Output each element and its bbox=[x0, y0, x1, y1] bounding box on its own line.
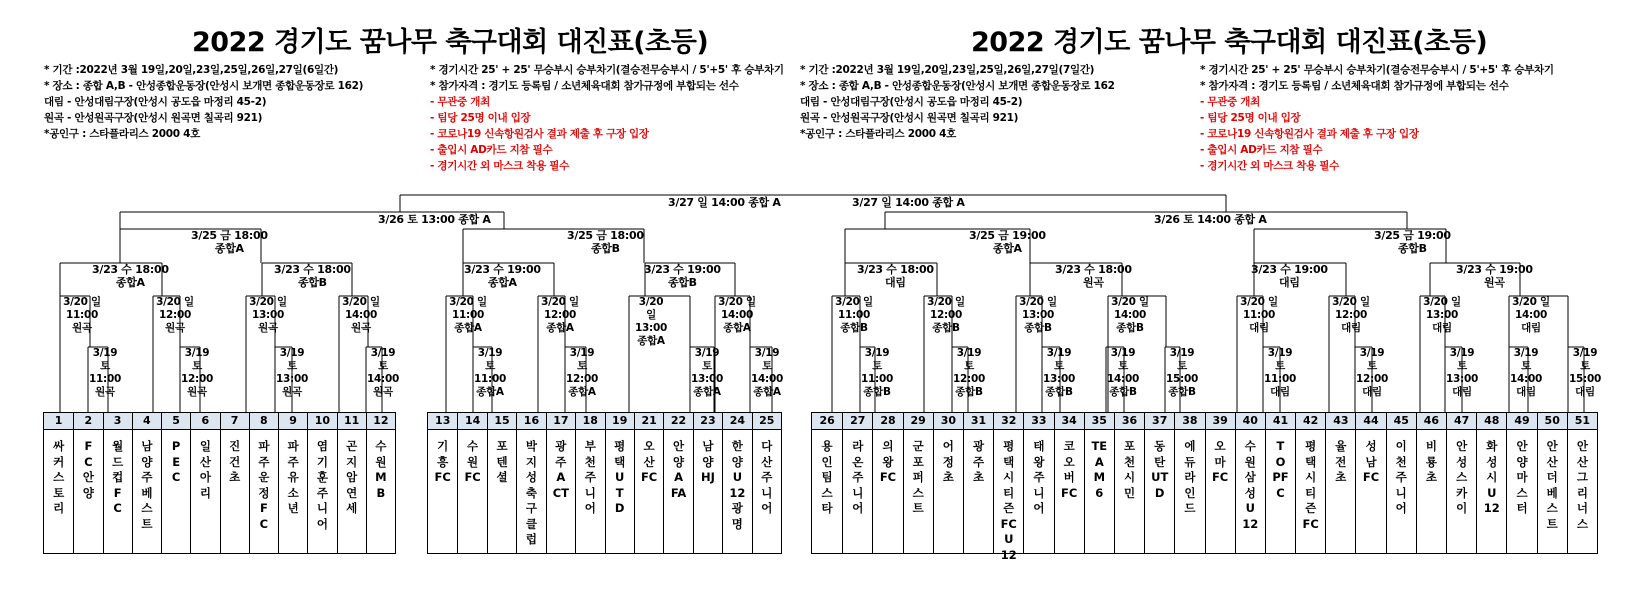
info-line: 대림 - 안성대림구장(안성시 공도읍 마정리 45-2) bbox=[44, 96, 267, 108]
team-cell bbox=[428, 413, 457, 553]
team-number: 1 bbox=[54, 414, 63, 427]
team-number: 36 bbox=[1121, 414, 1138, 427]
notice-line: - 팀당 25명 이내 입장 bbox=[1200, 112, 1301, 124]
team-number: 26 bbox=[819, 414, 835, 427]
team-cell bbox=[161, 413, 190, 553]
r64-match-label: 3/19 토 15:00 대림 bbox=[1569, 347, 1601, 398]
team-number: 44 bbox=[1363, 414, 1379, 427]
team-number: 22 bbox=[670, 414, 687, 427]
team-number: 2 bbox=[84, 414, 93, 427]
team-name: 남양주베스트 bbox=[141, 439, 153, 531]
team-cell bbox=[1235, 413, 1265, 553]
team-number: 19 bbox=[612, 414, 628, 427]
info-line: * 장소 : 종합 A,B - 안성종합운동장(안성시 보개면 종합운동장로 162 bbox=[800, 80, 1115, 92]
r32-match-label: 3/20 일 11:00 종합A bbox=[449, 296, 487, 334]
info-line: 원곡 - 안성원곡구장(안성시 원곡면 칠곡리 921) bbox=[800, 112, 1019, 124]
r64-match-label: 3/19 토 12:00 종합A bbox=[566, 347, 598, 398]
info-line: *공인구 : 스타플라리스 2000 4호 bbox=[800, 128, 956, 140]
team-name: 수원삼성U12 bbox=[1242, 439, 1259, 531]
r64-match-label: 3/19 토 13:00 종합B bbox=[1043, 347, 1075, 398]
notice-line: - 코로나19 신속항원검사 결과 제출 후 구장 입장 bbox=[430, 128, 649, 140]
team-name: 안산그리너스 bbox=[1576, 439, 1588, 531]
r16-label: 3/23 수 18:00 대림 bbox=[857, 263, 934, 289]
team-number: 29 bbox=[910, 414, 926, 427]
team-cell bbox=[575, 413, 604, 553]
team-cell bbox=[487, 413, 516, 553]
team-name: 평택UTD bbox=[614, 439, 626, 515]
r16-label: 3/23 수 19:00 종합B bbox=[644, 263, 721, 289]
team-number: 51 bbox=[1574, 414, 1591, 427]
team-name: 안양AFA bbox=[670, 439, 687, 500]
team-cell bbox=[693, 413, 722, 553]
team-number: 32 bbox=[1001, 414, 1017, 427]
team-name: 기흥FC bbox=[434, 439, 451, 484]
r32-match-label: 3/20 일 14:00 종합A bbox=[718, 296, 756, 334]
page-title-left: 2022 경기도 꿈나무 축구대회 대진표(초등) bbox=[192, 27, 709, 58]
notice-line: - 출입시 AD카드 지참 필수 bbox=[430, 144, 553, 156]
semi-label-right: 3/26 토 14:00 종합 A bbox=[1154, 213, 1267, 226]
team-number: 5 bbox=[172, 414, 180, 427]
team-name: 일산아리 bbox=[199, 439, 211, 500]
team-name: 어정초 bbox=[942, 439, 954, 484]
team-cell bbox=[1084, 413, 1114, 553]
semi-label-left: 3/26 토 13:00 종합 A bbox=[378, 213, 491, 226]
team-name: 성남FC bbox=[1362, 439, 1380, 484]
team-name: 곤지암연세 bbox=[346, 439, 358, 515]
info-line: * 참가자격 : 경기도 등록팀 / 소년체육대회 참가규정에 부합되는 선수 bbox=[1200, 80, 1509, 92]
team-cell bbox=[812, 413, 842, 553]
team-name: 안양마스터 bbox=[1516, 439, 1528, 515]
team-number: 11 bbox=[343, 414, 360, 427]
team-number: 49 bbox=[1514, 414, 1530, 427]
team-cell bbox=[1355, 413, 1385, 553]
notice-line: - 경기시간 외 마스크 착용 필수 bbox=[430, 160, 569, 172]
r64-match-label: 3/19 토 11:00 원곡 bbox=[89, 347, 121, 398]
r32-match-label: 3/20 일 14:00 종합B bbox=[1111, 296, 1149, 334]
team-number: 3 bbox=[113, 414, 122, 427]
team-cell bbox=[1446, 413, 1476, 553]
r32-match-label: 3/20 일 13:00 종합B bbox=[1019, 296, 1057, 334]
team-number: 50 bbox=[1544, 414, 1560, 427]
r64-match-label: 3/19 토 14:00 원곡 bbox=[367, 347, 399, 398]
r32-match-label: 3/20 일 11:00 대림 bbox=[1240, 296, 1278, 334]
team-cell bbox=[1205, 413, 1235, 553]
team-cell bbox=[73, 413, 102, 553]
team-name: 파주유소년 bbox=[287, 439, 299, 515]
team-name: 부천주니어 bbox=[584, 439, 596, 515]
r32-match-label: 3/20 일 12:00 대림 bbox=[1332, 296, 1370, 334]
team-name: 박지성축구클럽 bbox=[525, 439, 537, 546]
team-cell bbox=[249, 413, 278, 553]
r32-match-label: 3/20 일 14:00 대림 bbox=[1512, 296, 1550, 334]
team-cell bbox=[220, 413, 249, 553]
team-cell bbox=[634, 413, 663, 553]
r32-match-label: 3/20 일 11:00 원곡 bbox=[63, 296, 101, 334]
team-cell bbox=[190, 413, 219, 553]
team-cell bbox=[963, 413, 993, 553]
team-name: 파주운정FC bbox=[258, 439, 270, 531]
team-name: 라온주니어 bbox=[852, 439, 864, 515]
r16-label: 3/23 수 19:00 대림 bbox=[1251, 263, 1328, 289]
team-number: 27 bbox=[850, 414, 866, 427]
team-number: 14 bbox=[464, 414, 481, 427]
team-cell bbox=[103, 413, 132, 553]
team-cell bbox=[44, 413, 73, 553]
team-cell bbox=[366, 413, 395, 553]
team-number: 37 bbox=[1152, 414, 1168, 427]
team-name: FC안양 bbox=[82, 439, 94, 500]
team-cell bbox=[872, 413, 902, 553]
team-number: 34 bbox=[1061, 414, 1077, 427]
qf-label: 3/25 금 19:00 종합B bbox=[1374, 229, 1451, 255]
info-line: *공인구 : 스타플라리스 2000 4호 bbox=[44, 128, 200, 140]
team-name: 염기훈주니어 bbox=[316, 439, 328, 531]
team-number: 33 bbox=[1031, 414, 1047, 427]
r64-match-label: 3/19 토 13:00 원곡 bbox=[276, 347, 308, 398]
team-cell bbox=[337, 413, 366, 553]
team-cell bbox=[1386, 413, 1416, 553]
info-line: * 경기시간 25' + 25' 무승부시 승부차기(결승전무승부시 / 5'+5' 후 승부차기 bbox=[430, 64, 784, 76]
r64-match-label: 3/19 토 13:00 종합A bbox=[691, 347, 723, 398]
team-name: 광주ACT bbox=[552, 439, 569, 500]
r32-match-label: 3/20 일 13:00 원곡 bbox=[249, 296, 287, 334]
r64-match-label: 3/19 토 14:00 종합A bbox=[751, 347, 783, 398]
r16-label: 3/23 수 19:00 원곡 bbox=[1456, 263, 1533, 289]
team-name: 안산더베스트 bbox=[1546, 439, 1558, 531]
team-name: 다산주니어 bbox=[761, 439, 773, 515]
team-cell bbox=[1174, 413, 1204, 553]
team-number: 31 bbox=[970, 414, 987, 427]
r32-match-label: 3/20 일 12:00 종합A bbox=[541, 296, 579, 334]
team-cell bbox=[1054, 413, 1084, 553]
r16-label: 3/23 수 18:00 종합B bbox=[274, 263, 351, 289]
team-cell bbox=[1567, 413, 1597, 553]
team-cell bbox=[546, 413, 575, 553]
team-name: TEAM6 bbox=[1091, 439, 1108, 500]
team-cell bbox=[1144, 413, 1174, 553]
team-cell bbox=[278, 413, 307, 553]
team-name: 에듀라인드 bbox=[1184, 439, 1196, 515]
final-label-left: 3/27 일 14:00 종합 A bbox=[668, 196, 781, 209]
team-number: 28 bbox=[880, 414, 896, 427]
team-number: 25 bbox=[759, 414, 775, 427]
team-name: 남양HJ bbox=[701, 439, 715, 484]
team-cell bbox=[1416, 413, 1446, 553]
team-cell bbox=[132, 413, 161, 553]
team-cell bbox=[752, 413, 781, 553]
team-name: 수원FC bbox=[464, 439, 481, 484]
team-name: PEC bbox=[171, 439, 181, 484]
team-number: 35 bbox=[1091, 414, 1107, 427]
team-cell bbox=[722, 413, 751, 553]
team-number: 23 bbox=[700, 414, 716, 427]
team-cell bbox=[1023, 413, 1053, 553]
page-title-right: 2022 경기도 꿈나무 축구대회 대진표(초등) bbox=[971, 27, 1488, 58]
team-cell bbox=[1476, 413, 1506, 553]
team-number: 13 bbox=[435, 414, 451, 427]
team-number: 17 bbox=[553, 414, 569, 427]
team-cell bbox=[1114, 413, 1144, 553]
team-name: 용인팀스타 bbox=[821, 439, 833, 515]
r64-match-label: 3/19 토 11:00 대림 bbox=[1264, 347, 1296, 398]
team-number: 18 bbox=[582, 414, 598, 427]
info-line: * 기간 :2022년 3월 19일,20일,23일,25일,26일,27일(6일간) bbox=[44, 64, 339, 76]
notice-line: - 경기시간 외 마스크 착용 필수 bbox=[1200, 160, 1339, 172]
team-number: 43 bbox=[1333, 414, 1349, 427]
r64-match-label: 3/19 토 11:00 종합B bbox=[861, 347, 893, 398]
r16-label: 3/23 수 18:00 종합A bbox=[92, 263, 169, 289]
team-table-1 bbox=[43, 412, 396, 554]
r64-match-label: 3/19 토 14:00 대림 bbox=[1510, 347, 1542, 398]
info-line: * 참가자격 : 경기도 등록팀 / 소년체육대회 참가규정에 부합되는 선수 bbox=[430, 80, 739, 92]
team-cell bbox=[605, 413, 634, 553]
team-name: 오산FC bbox=[640, 439, 658, 484]
team-cell bbox=[1295, 413, 1325, 553]
r32-match-label: 3/20 일 13:00 대림 bbox=[1423, 296, 1461, 334]
r64-match-label: 3/19 토 12:00 원곡 bbox=[181, 347, 213, 398]
team-number: 9 bbox=[289, 414, 297, 427]
notice-line: - 팀당 25명 이내 입장 bbox=[430, 112, 531, 124]
team-number: 4 bbox=[143, 414, 151, 427]
team-number: 38 bbox=[1182, 414, 1198, 427]
team-cell bbox=[1325, 413, 1355, 553]
team-name: 비룡초 bbox=[1425, 439, 1437, 484]
team-cell bbox=[1265, 413, 1295, 553]
team-name: 안성스카이 bbox=[1456, 439, 1468, 515]
r64-match-label: 3/19 토 13:00 대림 bbox=[1446, 347, 1478, 398]
team-name: 포천시민 bbox=[1123, 439, 1136, 500]
team-name: 군포퍼스트 bbox=[912, 439, 924, 515]
r16-label: 3/23 수 18:00 원곡 bbox=[1055, 263, 1132, 289]
r32-match-label: 3/20 일 12:00 종합B bbox=[927, 296, 965, 334]
team-cell bbox=[842, 413, 872, 553]
team-cell bbox=[457, 413, 486, 553]
team-number: 46 bbox=[1423, 414, 1440, 427]
team-number: 30 bbox=[940, 414, 957, 427]
qf-label: 3/25 금 18:00 종합B bbox=[567, 229, 644, 255]
notice-line: - 무관중 개최 bbox=[430, 96, 490, 108]
team-name: 포텐셜 bbox=[496, 439, 508, 484]
notice-line: - 코로나19 신속항원검사 결과 제출 후 구장 입장 bbox=[1200, 128, 1419, 140]
team-number: 45 bbox=[1393, 414, 1409, 427]
team-cell bbox=[307, 413, 336, 553]
r64-match-label: 3/19 토 12:00 종합B bbox=[953, 347, 985, 398]
r64-match-label: 3/19 토 11:00 종합A bbox=[474, 347, 506, 398]
team-number: 48 bbox=[1484, 414, 1500, 427]
team-name: 진건초 bbox=[229, 439, 241, 484]
r32-match-label: 3/20 일 11:00 종합B bbox=[835, 296, 873, 334]
team-number: 8 bbox=[260, 414, 268, 427]
team-cell bbox=[1506, 413, 1536, 553]
notice-line: - 출입시 AD카드 지참 필수 bbox=[1200, 144, 1323, 156]
team-name: 광주초 bbox=[972, 439, 985, 484]
info-line: 원곡 - 안성원곡구장(안성시 원곡면 칠곡리 921) bbox=[44, 112, 263, 124]
r64-match-label: 3/19 토 15:00 종합B bbox=[1166, 347, 1198, 398]
team-cell bbox=[663, 413, 692, 553]
team-number: 42 bbox=[1303, 414, 1319, 427]
team-name: 화성시U12 bbox=[1483, 439, 1500, 515]
team-number: 24 bbox=[729, 414, 746, 427]
r64-match-label: 3/19 토 12:00 대림 bbox=[1356, 347, 1388, 398]
team-cell bbox=[993, 413, 1023, 562]
team-number: 16 bbox=[523, 414, 540, 427]
team-name: 평택시티즌FCU12 bbox=[1000, 439, 1017, 562]
team-table-2 bbox=[427, 412, 782, 554]
team-cell bbox=[903, 413, 933, 553]
info-line: * 장소 : 종합 A,B - 안성종합운동장(안성시 보개면 종합운동장로 162) bbox=[44, 80, 364, 92]
team-name: 이천주니어 bbox=[1395, 439, 1407, 515]
team-table-3 bbox=[811, 412, 1598, 562]
r64-match-label: 3/19 토 14:00 종합B bbox=[1107, 347, 1139, 398]
team-cell bbox=[516, 413, 545, 553]
team-number: 21 bbox=[641, 414, 657, 427]
info-line: * 경기시간 25' + 25' 무승부시 승부차기(결승전무승부시 / 5'+5' 후 승부차기 bbox=[1200, 64, 1554, 76]
team-number: 39 bbox=[1212, 414, 1228, 427]
info-line: * 기간 :2022년 3월 19일,20일,23일,25일,26일,27일(7일간) bbox=[800, 64, 1095, 76]
team-cell bbox=[1537, 413, 1567, 553]
team-name: TOPFC bbox=[1272, 439, 1289, 500]
final-label-right: 3/27 일 14:00 종합 A bbox=[852, 196, 965, 209]
team-number: 40 bbox=[1242, 414, 1258, 427]
team-name: 오마FC bbox=[1211, 439, 1229, 484]
team-name: 평택시티즌FC bbox=[1302, 439, 1319, 531]
team-number: 6 bbox=[201, 414, 210, 427]
team-name: 의왕FC bbox=[879, 439, 897, 484]
qf-label: 3/25 금 19:00 종합A bbox=[969, 229, 1046, 255]
team-number: 10 bbox=[314, 414, 331, 427]
team-number: 7 bbox=[230, 414, 239, 427]
notice-line: - 무관중 개최 bbox=[1200, 96, 1260, 108]
r32-match-label: 3/20 일 13:00 종합A bbox=[635, 296, 667, 347]
team-number: 12 bbox=[373, 414, 389, 427]
team-name: 태왕주니어 bbox=[1033, 439, 1045, 515]
team-name: 율전초 bbox=[1335, 439, 1347, 484]
info-line: 대림 - 안성대림구장(안성시 공도읍 마정리 45-2) bbox=[800, 96, 1023, 108]
team-cell bbox=[933, 413, 963, 553]
team-name: 싸커스토리 bbox=[53, 439, 65, 515]
r16-label: 3/23 수 19:00 종합A bbox=[464, 263, 541, 289]
team-name: 수원MB bbox=[375, 439, 387, 500]
team-name: 코오버FC bbox=[1060, 439, 1078, 500]
team-name: 월드컵FC bbox=[112, 439, 124, 515]
team-number: 47 bbox=[1453, 414, 1470, 427]
team-number: 41 bbox=[1272, 414, 1289, 427]
r32-match-label: 3/20 일 12:00 원곡 bbox=[156, 296, 194, 334]
qf-label: 3/25 금 18:00 종합A bbox=[191, 229, 268, 255]
team-number: 15 bbox=[494, 414, 510, 427]
team-name: 동탄UTD bbox=[1151, 439, 1169, 500]
team-name: 한양U12광명 bbox=[729, 439, 746, 531]
r32-match-label: 3/20 일 14:00 원곡 bbox=[342, 296, 380, 334]
